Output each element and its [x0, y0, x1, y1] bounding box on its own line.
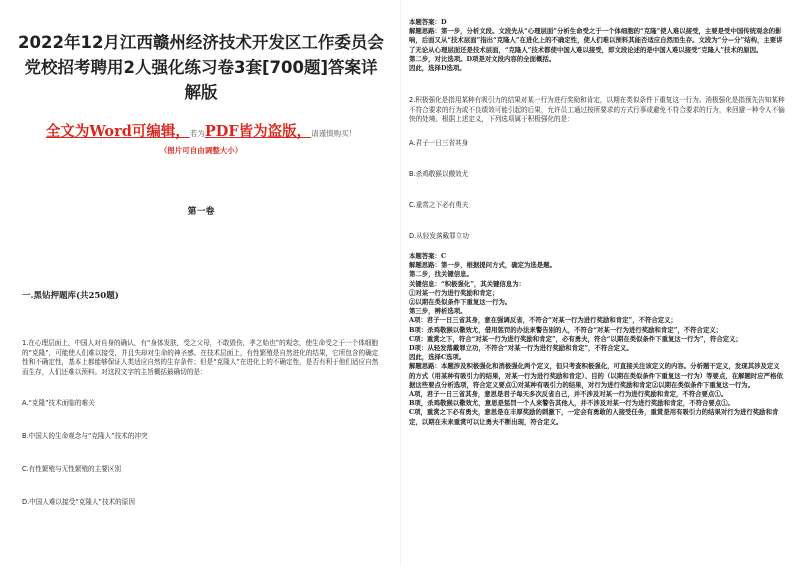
- answer-1-key: 本题答案：D: [409, 18, 447, 26]
- question-2-option-c: C.重赏之下必有勇夫: [409, 201, 469, 209]
- answer-2-line: 解题思路：本题涉及积极强化和消极强化两个定义，但只考查积极强化，可直接关注该定义的内容。分析题干定义，发现其涉及定义的方式（用某种有吸引力的结果，对某一行为进行奖励和肯定）、目的（以期在类似条件下重复这一行为）等要点，在解题时应严格依据这些要点分析选项，符合定义要点①对某种有吸引力的结果，对行为进行奖励和肯定②以期在类似条件下重复这一行为。: [409, 362, 783, 389]
- answer-2-line: 解题思路：第一步，根据提问方式，确定为选是题。: [409, 261, 556, 270]
- answer-2-line: 因此，选择C选项。: [409, 353, 466, 362]
- right-page: [400, 0, 800, 565]
- answer-1-analysis: 解题思路：第一步，分析文段。文段先从“心理层面”分析生命受之于一个体细胞的“克隆”使人难以接受，主要是受中国传统观念的影响，后面又从“技术层面”指出“克隆人”在进化上的不确定性，使人们难以预料其能否适应自然而生存。文段为“分—分”结构，主要讲了无论从心理层面还是技术层面，“克隆人”技术都使中国人难以接受，即文段论述的是中国人难以接受“克隆人”技术的原因。: [409, 27, 783, 54]
- answer-2-line: A项：君子一日三省其身，意在强调反省，不符合“对某一行为进行奖励和肯定”，不符合定义；: [409, 316, 677, 325]
- question-1-option-d: D.中国人难以接受“克隆人”技术的原因: [22, 498, 135, 507]
- section-heading: 一.黑钻押题库(共250题): [22, 291, 119, 301]
- answer-1-block: [409, 18, 786, 73]
- answer-2-line: C项：重赏之下，符合“对某一行为进行奖励和肯定”，必有勇夫，符合“以期在类似条件下重复这一行为”，符合定义；: [409, 334, 742, 343]
- answer-2-line: D项：从轻发落戴罪立功，不符合“对某一行为进行奖励和肯定”，不符合定义。: [409, 344, 633, 353]
- answer-2-line: 本题答案：C: [409, 252, 447, 260]
- promo-pdf-pirated: PDF皆为盗版，: [204, 123, 312, 140]
- answer-2-line: ①对某一行为进行奖励和肯定；: [409, 288, 499, 297]
- answer-2-line: B项，杀鸡敬猴以儆效尤，意思是惩罚一个人来警告其他人，并不涉及对某一行为进行奖励和肯定，不符合要点①。: [409, 399, 734, 408]
- document-title: 2022年12月江西赣州经济技术开发区工作委员会党校招考聘用2人强化练习卷3套[700题]答案详解版: [18, 33, 384, 102]
- promo-line: [18, 121, 384, 144]
- question-1-option-c: C.有性繁殖与无性繁殖的主要区别: [22, 465, 122, 474]
- answer-2-line: C项，重赏之下必有勇夫，意思是在丰厚奖励的刺激下，一定会有勇敢的人接受任务，重赏是用有吸引力的结果对行为进行奖励和肯定，以期在未来重赏可以让勇夫不断出现，符合定义。: [409, 408, 779, 426]
- answer-2-line: 第二步，找关键信息。: [409, 270, 473, 279]
- question-1-option-a: A.“克隆”技术面临的难关: [22, 399, 95, 408]
- promo-word-editable: 全文为Word可编辑，: [45, 123, 190, 140]
- promo-caution: 请谨慎购买！: [311, 129, 357, 138]
- question-2-stem: 2.积极强化是指用某种有吸引力的结果对某一行为进行奖励和肯定，以期在类似条件下重复这一行为。消极强化是指预先告知某种不符合要求的行为或不良绩效可能引起的后果，允许员工通过按所要求的方式行事或避免不符合要求的行为，来回避一种令人不愉快的处境。根据上述定义，下列选项属于积极强化的是：: [409, 96, 785, 124]
- promo-if: 若为: [189, 129, 205, 138]
- answer-2-block: [409, 252, 786, 427]
- image-resize-note: （图片可自由调整大小）: [159, 146, 243, 155]
- question-1-stem: 1.在心理层面上，中国人对自身的确认，有“身体发肤，受之父母，不敢毁伤，孝之始也”的观念，使生命受之于一个体细胞的“克隆”，可能使人们难以接受，并且失却对生命的神圣感。在技术层面上，有性繁殖是自然进化的结果，它所包含的确定性和不确定性，基本上都能够保证人类适应自然的生存条件；但是“克隆人”在进化上的不确定性，是否有利于他们适应自然而生存，人们还难以预料。对这段文字的主旨概括最确切的是：: [22, 339, 379, 376]
- answer-1-conclusion: 因此，选择D选项。: [409, 64, 466, 73]
- question-2-option-b: B.杀鸡敬猴以儆效尤: [409, 170, 469, 178]
- answer-2-line: 第三步，辨析选项。: [409, 307, 467, 316]
- question-2-option-a: A.君子一日三省其身: [409, 139, 469, 147]
- answer-2-line: ②以期在类似条件下重复这一行为。: [409, 298, 512, 307]
- answer-2-line: A项，君子一日三省其身，意思是君子每天多次反省自己，并不涉及对某一行为进行奖励和肯定，不符合要点①。: [409, 390, 728, 399]
- question-2-option-d: D.从轻发落戴罪立功: [409, 232, 469, 240]
- answer-2-line: B项：杀鸡敬猴以儆效尤，借用惩罚的办法来警告别的人，不符合“对某一行为进行奖励和肯定”，不符合定义；: [409, 325, 723, 334]
- answer-2-line: 关键信息：“积极强化”，其关键信息为：: [409, 279, 525, 288]
- answer-1-compare: 第二步，对比选项。D项是对文段内容的全面概括。: [409, 54, 556, 63]
- question-1-option-b: B.中国人的生命观念与“克隆人”技术的冲突: [22, 432, 148, 441]
- volume-heading: 第一卷: [187, 207, 215, 217]
